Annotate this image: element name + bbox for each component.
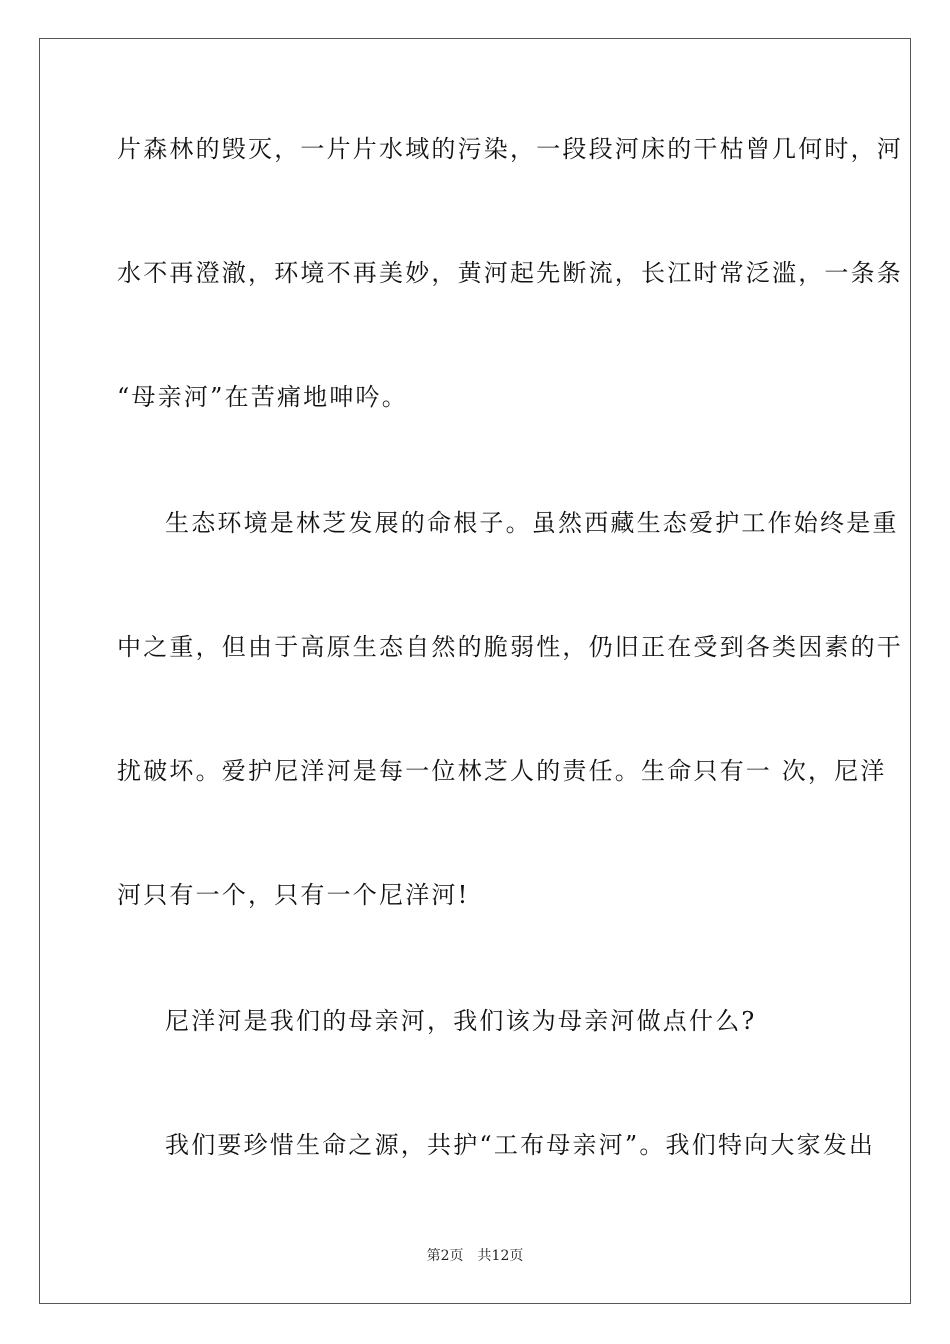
page-footer: [0, 1246, 950, 1266]
text-line: 片森林的毁灭，一片片水域的污染，一段段河床的干枯曾几何时，河: [117, 135, 903, 163]
text-line: 中之重，但由于高原生态自然的脆弱性，仍旧正在受到各类因素的干: [117, 633, 903, 661]
text-line: “母亲河”在苦痛地呻吟。: [117, 383, 408, 411]
text-line: 水不再澄澈，环境不再美妙，黄河起先断流，长江时常泛滥，一条条: [117, 259, 903, 287]
page-border: [39, 38, 911, 1304]
paragraph-first-line: 尼洋河是我们的母亲河，我们该为母亲河做点什么?: [165, 1007, 757, 1035]
text-line: 河只有一个，只有一个尼洋河!: [117, 881, 470, 909]
page-number: 第2页: [426, 1248, 464, 1264]
paragraph-first-line: 生态环境是林芝发展的命根子。虽然西藏生态爱护工作始终是重: [165, 509, 899, 537]
page-total: 共12页: [477, 1248, 524, 1264]
paragraph-first-line: 我们要珍惜生命之源，共护“工布母亲河”。我们特向大家发出: [165, 1131, 876, 1159]
text-line: 扰破坏。爱护尼洋河是每一位林芝人的责任。生命只有一 次，尼洋: [117, 757, 887, 785]
